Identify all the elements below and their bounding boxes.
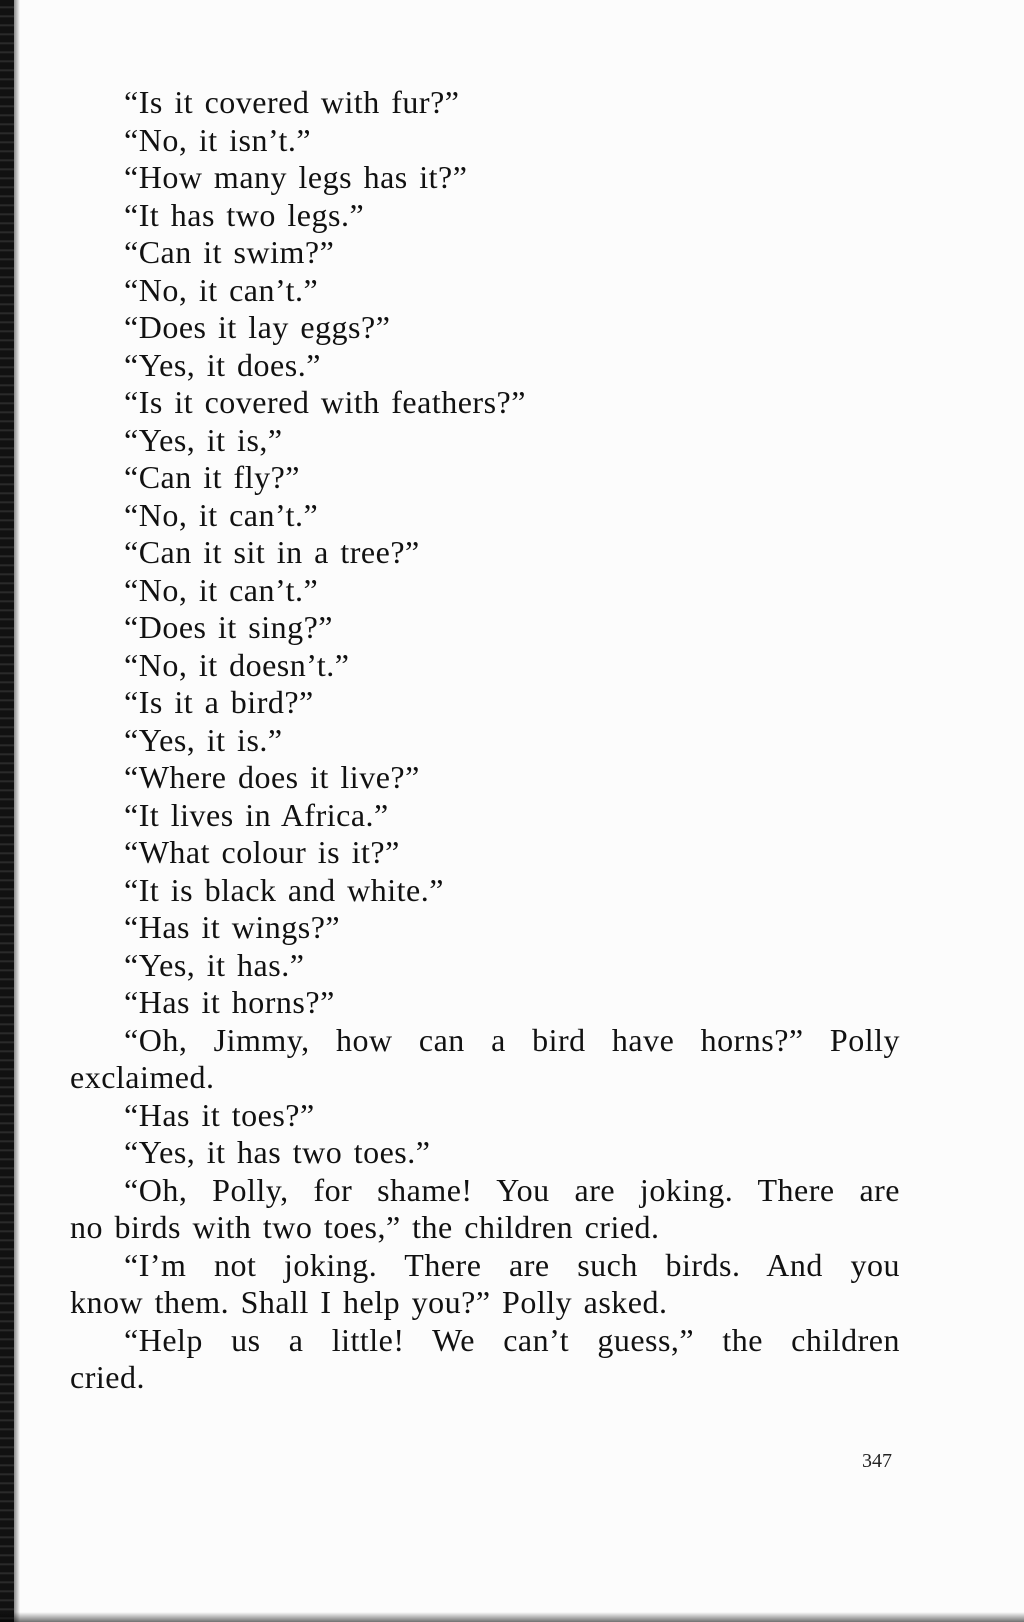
- text-line: “Can it fly?”: [124, 459, 300, 495]
- text-line: “Yes, it is.”: [124, 721, 283, 758]
- page-bottom-edge: [0, 1612, 1024, 1622]
- text-line: cried.: [70, 1359, 145, 1395]
- text-line: “Has it toes?”: [124, 1096, 315, 1133]
- text-line: “What colour is it?”: [124, 834, 400, 870]
- text-line: “Has it wings?”: [124, 909, 341, 945]
- page-number: 347: [862, 1450, 892, 1472]
- text-line: “It has two legs.”: [124, 196, 365, 233]
- text-line: “I’m not joking. There are such birds. And you: [124, 1246, 900, 1283]
- text-line: “Can it swim?”: [124, 234, 335, 270]
- text-line: “Yes, it has two toes.”: [124, 1134, 431, 1170]
- text-line: “Yes, it is,”: [124, 421, 283, 458]
- text-line: “Is it a bird?”: [124, 684, 314, 720]
- text-line: “Oh, Jimmy, how can a bird have horns?” Polly: [124, 1021, 900, 1058]
- text-line: know them. Shall I help you?” Polly asked.: [70, 1284, 668, 1320]
- text-line: “Has it horns?”: [124, 984, 335, 1020]
- text-line: exclaimed.: [70, 1059, 215, 1095]
- text-line: “Yes, it does.”: [124, 346, 321, 383]
- text-line: “Does it lay eggs?”: [124, 309, 391, 345]
- text-line: “Oh, Polly, for shame! You are joking. There are: [124, 1171, 900, 1208]
- dialogue-text: [70, 84, 900, 1397]
- text-line: “Where does it live?”: [124, 759, 420, 795]
- text-line: “Is it covered with feathers?”: [124, 384, 526, 420]
- text-line: “No, it can’t.”: [124, 271, 319, 308]
- text-line: “How many legs has it?”: [124, 159, 468, 195]
- text-line: “Can it sit in a tree?”: [124, 534, 420, 570]
- text-line: “No, it isn’t.”: [124, 121, 312, 158]
- text-line: “No, it can’t.”: [124, 571, 319, 608]
- text-line: no birds with two toes,” the children cried.: [70, 1209, 660, 1245]
- text-line: “It is black and white.”: [124, 871, 444, 908]
- text-line: “No, it can’t.”: [124, 496, 319, 533]
- page-binding-edge: [0, 0, 14, 1622]
- text-line: “Does it sing?”: [124, 609, 333, 645]
- text-line: “Yes, it has.”: [124, 946, 305, 983]
- text-line: “No, it doesn’t.”: [124, 646, 350, 683]
- text-line: “Is it covered with fur?”: [124, 84, 460, 120]
- text-line: “It lives in Africa.”: [124, 796, 389, 833]
- text-line: “Help us a little! We can’t guess,” the children: [124, 1321, 900, 1358]
